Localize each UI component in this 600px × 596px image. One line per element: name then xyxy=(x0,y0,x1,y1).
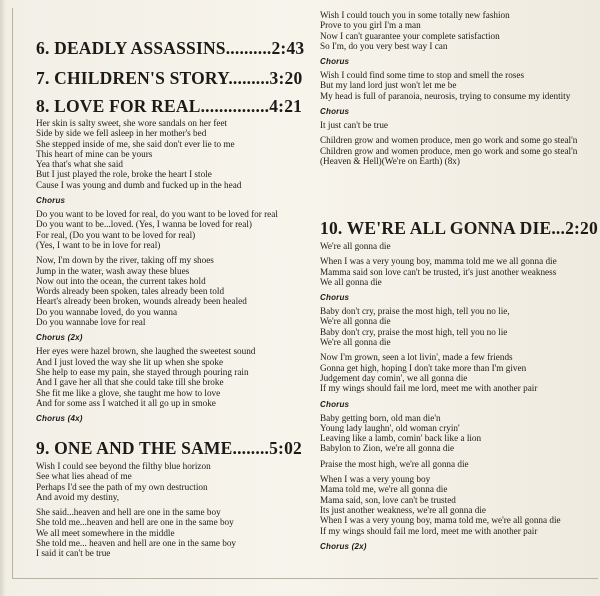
lyric-line: Young lady laughn', old woman cryin' xyxy=(320,422,460,433)
lyric-line: For real, (Do you want to be loved for real) xyxy=(36,229,196,240)
chorus-label: Chorus (2x) xyxy=(36,333,83,343)
lyric-line: We all meet somewhere in the middle xyxy=(36,527,175,538)
lyric-line: Now I can't guarantee your complete satisfaction xyxy=(320,30,500,41)
lyric-line: Prove to you girl I'm a man xyxy=(320,20,421,31)
verse-block xyxy=(36,507,236,558)
lyric-line: This heart of mine can be yours xyxy=(36,148,153,159)
song-title-deadly-assassins: 6. DEADLY ASSASSINS..........2:43 xyxy=(36,38,305,58)
booklet-spine-shadow xyxy=(0,0,6,596)
lyric-line: She fit me like a glove, she taught me how to love xyxy=(36,387,221,398)
lyric-line: We're all gonna die xyxy=(320,337,391,348)
verse-block xyxy=(320,256,561,287)
lyric-line: Wish I could touch you in some totally new fashion xyxy=(320,10,510,20)
lyric-line: Now I'm grown, seen a lot livin', made a few friends xyxy=(320,352,513,363)
chorus-label: Chorus xyxy=(36,196,66,206)
page-frame-left-border xyxy=(12,8,13,578)
lyric-line: Mama told me, we're all gonna die xyxy=(320,484,448,495)
lyric-line: Heart's already been broken, wounds already been healed xyxy=(36,296,247,307)
chorus-label: Chorus xyxy=(320,293,350,303)
lyric-line: Mama said, son, love can't be trusted xyxy=(320,494,456,505)
lyric-line: We all gonna die xyxy=(320,276,382,287)
lyric-line: Jump in the water, wash away these blues xyxy=(36,265,190,276)
lyric-line: Do you wannabe loved, do you wanna xyxy=(36,306,178,317)
lyric-line: (Heaven & Hell)(We're on Earth) (8x) xyxy=(320,155,460,166)
verse-block xyxy=(320,135,577,166)
lyric-line: Do you wannabe love for real xyxy=(36,317,146,328)
lyric-line: Baby don't cry, praise the most high, tell you no lie, xyxy=(320,306,510,317)
lyric-line: She told me... heaven and hell are one in the same boy xyxy=(36,538,237,549)
lyric-line: And I just loved the way she lit up when she spoke xyxy=(36,356,224,367)
verse-block xyxy=(320,10,577,51)
lyric-line: Baby getting born, old man die'n xyxy=(320,412,441,423)
chorus-label: Chorus xyxy=(320,107,350,117)
song-title-one-and-the-same: 9. ONE AND THE SAME........5:02 xyxy=(36,438,302,458)
lyric-line: My head is full of paranoia, neurosis, trying to consume my identity xyxy=(320,90,571,101)
lyric-line: Babylon to Zion, we're all gonna die xyxy=(320,443,455,454)
chorus-block xyxy=(36,209,278,250)
lyric-line: Baby don't cry, praise the most high, tell you no lie xyxy=(320,326,508,337)
lyric-line: When I was a very young boy xyxy=(320,474,431,485)
chorus-label: Chorus (2x) xyxy=(320,541,367,551)
verse-block xyxy=(36,346,278,408)
lyric-line: I said it can't be true xyxy=(36,548,111,559)
lyric-line: And I gave her all that she could take till she broke xyxy=(36,377,224,388)
song-title-were-all-gonna-die: 10. WE'RE ALL GONNA DIE...2:20 xyxy=(320,218,598,238)
verse-block xyxy=(320,413,561,454)
chorus-label: Chorus xyxy=(320,57,350,67)
lyric-line: Her skin is salty sweet, she wore sandals on her feet xyxy=(36,118,228,128)
lyric-line: If my wings should fail me lord, meet me with another pair xyxy=(320,525,538,536)
lyric-line: When I was a very young boy, mama told me, we're all gonna die xyxy=(320,515,561,526)
lyric-line: Children grow and women produce, men go work and some go steal'n xyxy=(320,135,578,146)
lyric-line: We're all gonna die xyxy=(320,316,391,327)
right-page xyxy=(310,0,598,596)
verse-block xyxy=(320,474,561,536)
song-title-childrens-story: 7. CHILDREN'S STORY.........3:20 xyxy=(36,68,303,88)
chorus-block xyxy=(320,306,561,347)
lyric-line: Yea that's what she said xyxy=(36,159,123,170)
lyric-line: So I'm, do you very best way I can xyxy=(320,40,448,51)
lyric-line: Cause I was young and dumb and fucked up in the head xyxy=(36,179,242,190)
lyric-line: Side by side we fell asleep in her mother's bed xyxy=(36,128,207,139)
lyric-line: And avoid my destiny, xyxy=(36,491,120,502)
lyric-line: Leaving like a lamb, comin' back like a lion xyxy=(320,433,482,444)
lyric-line: If my wings should fail me lord, meet me with another pair xyxy=(320,383,538,394)
lyric-line: When I was a very young boy, mamma told me we all gonna die xyxy=(320,256,557,267)
lyric-line: She told me...heaven and hell are one in the same boy xyxy=(36,517,234,528)
lyrics-block-love-for-real xyxy=(36,118,278,424)
lyric-line: But I just played the role, broke the heart I stole xyxy=(36,169,212,180)
chorus-label: Chorus (4x) xyxy=(36,414,83,424)
verse-block xyxy=(320,70,577,101)
lyric-line: She help to ease my pain, she stayed through pouring rain xyxy=(36,366,249,377)
lyric-line: She stepped inside of me, she said don't ever lie to me xyxy=(36,138,235,149)
lyric-line: Children grow and women produce, men go work and some go steal'n xyxy=(320,145,578,156)
lyric-line: But my land lord just won't let me be xyxy=(320,80,457,91)
lyrics-block-one-and-the-same xyxy=(36,461,236,559)
lyric-line: Its just another weakness, we're all gonna die xyxy=(320,504,486,515)
lyric-line: It just can't be true xyxy=(320,120,388,131)
lyric-line: Wish I could see beyond the filthy blue horizon xyxy=(36,461,211,471)
lyric-line: Her eyes were hazel brown, she laughed the sweetest sound xyxy=(36,346,256,357)
verse-block xyxy=(36,255,278,327)
lyric-line: We're all gonna die xyxy=(320,241,391,251)
lyric-line: Mamma said son love can't be trusted, it's just another weakness xyxy=(320,266,557,277)
lyric-line: Now out into the ocean, the current takes hold xyxy=(36,275,206,286)
lyric-line: Do you want to be...loved. (Yes, I wanna be loved for real) xyxy=(36,219,252,230)
lyric-line: And for some ass I watched it all go up in smoke xyxy=(36,397,216,408)
lyric-line: Judgement day comin', we all gonna die xyxy=(320,372,468,383)
lyric-line: Do you want to be loved for real, do you want to be loved for real xyxy=(36,209,278,220)
left-page xyxy=(26,0,305,596)
lyric-line: Words already been spoken, tales already been told xyxy=(36,286,225,297)
lyrics-block-one-and-the-same-continued xyxy=(320,10,577,166)
lyric-line: She said...heaven and hell are one in the same boy xyxy=(36,507,221,518)
lyric-line: See what lies ahead of me xyxy=(36,471,132,482)
verse-block xyxy=(36,461,236,502)
chorus-label: Chorus xyxy=(320,399,350,409)
verse-block xyxy=(36,118,278,190)
lyrics-block-were-all-gonna-die xyxy=(320,241,561,552)
lyric-line: Wish I could find some time to stop and smell the roses xyxy=(320,70,525,81)
song-title-love-for-real: 8. LOVE FOR REAL...............4:21 xyxy=(36,96,303,116)
lyric-line: Now, I'm down by the river, taking off my shoes xyxy=(36,255,214,266)
lyric-line: Praise the most high, we're all gonna die xyxy=(320,458,469,469)
lyric-line: (Yes, I want to be in love for real) xyxy=(36,239,161,250)
lyric-line: Gonna get high, hoping I don't take more than I'm given xyxy=(320,362,527,373)
lyric-line: Perhaps I'd see the path of my own destruction xyxy=(36,481,208,492)
verse-block xyxy=(320,352,561,393)
